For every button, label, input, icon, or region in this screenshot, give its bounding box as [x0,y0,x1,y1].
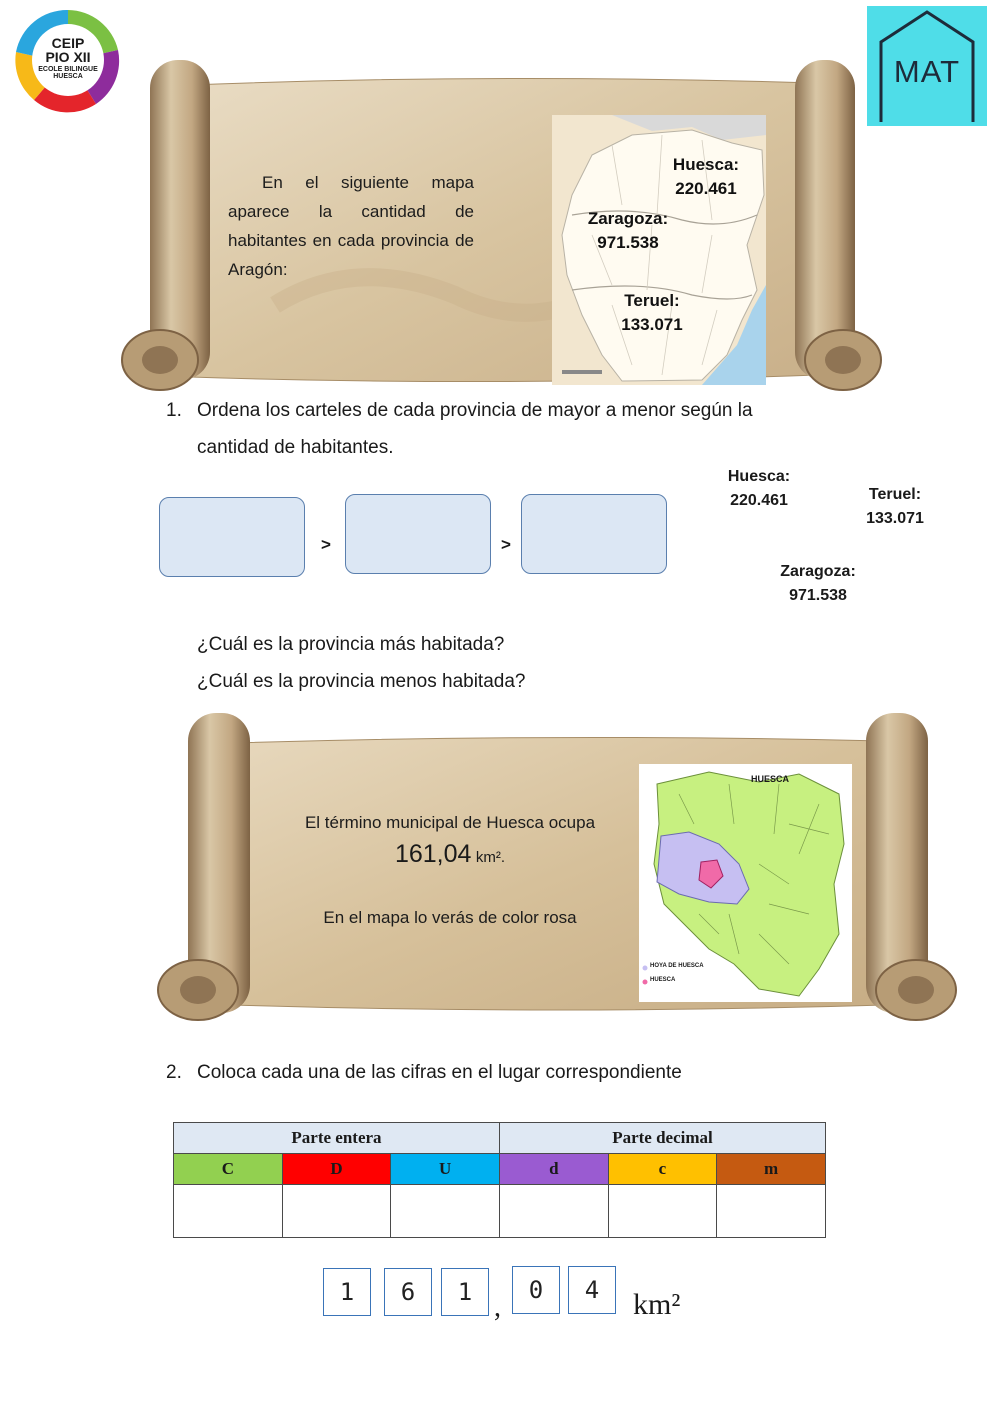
card-zaragoza[interactable] [769,560,867,608]
card-teruel-value: 133.071 [866,510,924,527]
digit-tile-4[interactable]: 0 [512,1266,560,1314]
map-zaragoza-name: Zaragoza: [587,209,669,228]
legend-hoya: HOYA DE HUESCA [650,963,704,969]
map-huesca-value: 220.461 [675,179,737,198]
drop-cell-milesimas[interactable] [717,1185,826,1238]
scroll2-line3: En el mapa lo verás de color rosa [323,908,577,927]
drop-cell-centesimas[interactable] [608,1185,717,1238]
question1-line2: cantidad de habitantes. [197,437,394,458]
answer-box-2[interactable] [345,494,491,574]
card-huesca[interactable] [716,465,802,513]
map-zaragoza-value: 971.538 [597,233,659,252]
header-decimal-part: Parte decimal [499,1123,825,1154]
sub-question-most: ¿Cuál es la provincia más habitada? [197,634,505,655]
logo-line-3: ECOLE BILINGUE [38,66,98,73]
map-teruel-value: 133.071 [621,315,683,334]
scroll2-area [276,840,624,869]
drop-cell-c[interactable] [174,1185,283,1238]
col-milesimas: m [717,1154,826,1185]
question1-line1: Ordena los carteles de cada provincia de mayor a menor según la [197,400,753,421]
logo-line-4: HUESCA [53,73,83,80]
digit-tile-2[interactable]: 6 [384,1268,432,1316]
answer-box-3[interactable] [521,494,667,574]
question1-text [197,392,857,466]
greater-than-2: > [501,535,511,554]
question2-text: Coloca cada una de las cifras en el lugar correspondiente [197,1062,682,1083]
card-teruel[interactable] [852,483,938,531]
col-centesimas: c [608,1154,717,1185]
drop-cell-decimas[interactable] [499,1185,608,1238]
card-zaragoza-name: Zaragoza: [780,563,856,580]
aragon-map [552,115,766,385]
huesca-map-title: HUESCA [751,774,790,784]
logo-line-2: PIO XII [45,49,91,65]
drop-cell-d[interactable] [282,1185,391,1238]
col-centenas: C [174,1154,283,1185]
col-unidades: U [391,1154,500,1185]
question2-number: 2. [166,1062,182,1083]
logo-line-1: CEIP [51,35,85,51]
card-teruel-name: Teruel: [868,486,922,503]
unit-km2: km² [633,1288,681,1321]
area-unit: km². [475,849,506,866]
card-huesca-name: Huesca: [727,468,791,485]
card-huesca-value: 220.461 [730,492,788,509]
decimal-comma: , [494,1292,501,1323]
digit-tile-1[interactable]: 1 [323,1268,371,1316]
mat-label: MAT [893,54,961,89]
legend-huesca: HUESCA [650,977,676,983]
col-decenas: D [282,1154,391,1185]
digit-tile-5[interactable]: 4 [568,1266,616,1314]
digit-tile-3[interactable]: 1 [441,1268,489,1316]
col-decimas: d [499,1154,608,1185]
greater-than-1: > [321,535,331,554]
header-integer-part: Parte entera [174,1123,500,1154]
map-huesca-name: Huesca: [672,155,740,174]
scroll1-text: En el siguiente mapa aparece la cantidad de habitantes en cada provincia de Aragón: [228,173,474,279]
map-teruel-name: Teruel: [624,291,680,310]
card-zaragoza-value: 971.538 [789,587,847,604]
parchment-scroll-2 [138,705,978,1035]
scroll2-line1: El término municipal de Huesca ocupa [304,813,596,832]
place-value-table [173,1122,826,1238]
question1-number: 1. [166,400,182,421]
parchment-scroll-1 [95,55,905,400]
drop-cell-u[interactable] [391,1185,500,1238]
answer-box-1[interactable] [159,497,305,577]
area-value: 161,04 [394,840,472,868]
sub-question-least: ¿Cuál es la provincia menos habitada? [197,671,526,692]
huesca-map [639,764,852,1002]
